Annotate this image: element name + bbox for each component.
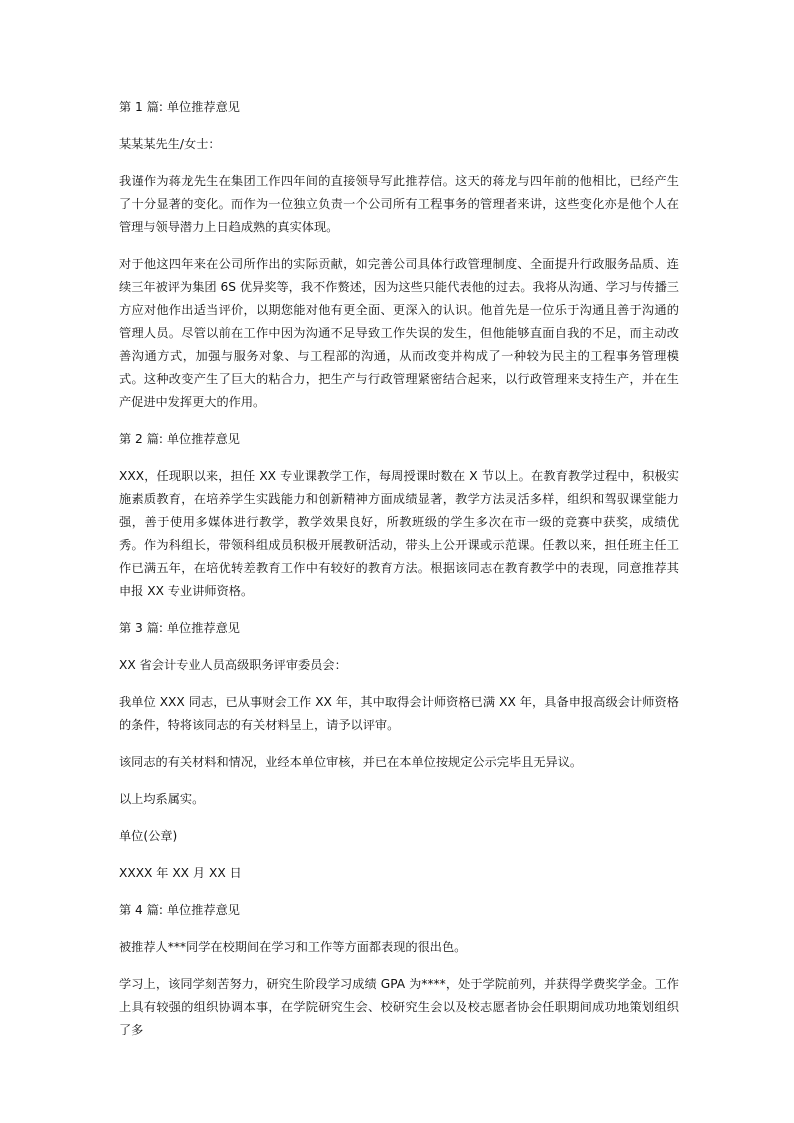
body-paragraph: 学习上，该同学刻苦努力，研究生阶段学习成绩 GPA 为****，处于学院前列，并获得学费奖学金。工作上具有较强的组织协调本事，在学院研究生会、校研究生会以及校志愿者协会任职期间成功地策划组织了多: [119, 977, 679, 1037]
salutation: 某某某先生/女士：: [119, 137, 221, 151]
body-paragraph: 被推荐人***同学在校期间在学习和工作等方面都表现的很出色。: [119, 940, 467, 954]
addressee: XX 省会计专业人员高级职务评审委员会：: [119, 658, 347, 672]
section-heading-4: 第 4 篇: 单位推荐意见: [119, 903, 240, 917]
section-heading-1: 第 1 篇: 单位推荐意见: [119, 100, 240, 114]
body-paragraph: 我谨作为蒋龙先生在集团工作四年间的直接领导写此推荐信。这天的蒋龙与四年前的他相比，已经产生了十分显著的变化。而作为一位独立负责一个公司所有工程事务的管理者来讲，这些变化亦是他个人在管理与领导潜力上日趋成熟的真实体现。: [119, 174, 679, 234]
body-paragraph: 对于他这四年来在公司所作出的实际贡献，如完善公司具体行政管理制度、全面提升行政服务品质、连续三年被评为集团 6S 优异奖等，我不作赘述，因为这些只能代表他的过去。我将从沟通、学习与传播三方应对他作出适当评价，以期您能对他有更全面、更深入的认识。他首先是一位乐于沟通且善于沟通的管理人员。尽管以前在工作中因为沟通不足导致工作失误的发生，但他能够直面自我的不足，而主动改善沟通方式，加强与服务对象、与工程部的沟通，从而改变并构成了一种较为民主的工程事务管理模式。这种改变产生了巨大的粘合力，把生产与行政管理紧密结合起来，以行政管理来支持生产，并在生产促进中发挥更大的作用。: [119, 257, 679, 409]
section-heading-2: 第 2 篇: 单位推荐意见: [119, 432, 240, 446]
section-heading-3: 第 3 篇: 单位推荐意见: [119, 621, 240, 635]
body-paragraph: 我单位 XXX 同志，已从事财会工作 XX 年，其中取得会计师资格已满 XX 年，具备申报高级会计师资格的条件，特将该同志的有关材料呈上，请予以评审。: [119, 695, 679, 732]
body-paragraph: XXX，任现职以来，担任 XX 专业课教学工作，每周授课时数在 X 节以上。在教育教学过程中，积极实施素质教育，在培养学生实践能力和创新精神方面成绩显著，教学方法灵活多样，组织和驾驭课堂能力强，善于使用多媒体进行教学，教学效果良好，所教班级的学生多次在市一级的竞赛中获奖，成绩优秀。作为科组长，带领科组成员积极开展教研活动，带头上公开课或示范课。任教以来，担任班主任工作已满五年，在培优转差教育工作中有较好的教育方法。根据该同志在教育教学中的表现，同意推荐其申报 XX 专业讲师资格。: [119, 469, 679, 598]
document-body: [119, 96, 679, 1056]
seal-line: 单位(公章): [119, 829, 178, 843]
body-paragraph: 以上均系属实。: [119, 792, 205, 806]
body-paragraph: 该同志的有关材料和情况，业经本单位审核，并已在本单位按规定公示完毕且无异议。: [119, 755, 583, 769]
date-line: XXXX 年 XX 月 XX 日: [119, 866, 242, 880]
